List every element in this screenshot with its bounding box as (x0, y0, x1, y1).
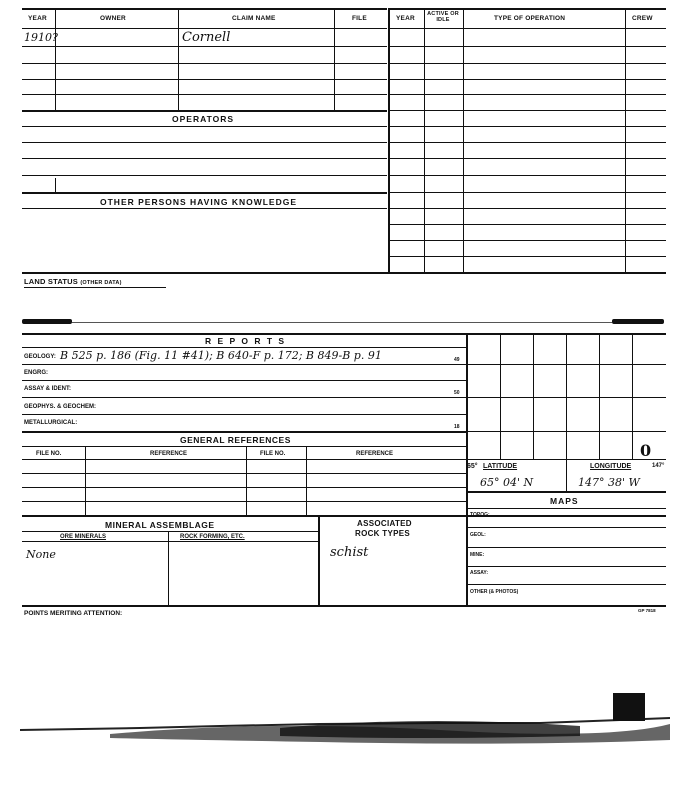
lon-suffix: 147° (652, 463, 665, 469)
maps-heading: MAPS (550, 496, 579, 506)
engrg-label: ENGRG: (24, 370, 48, 376)
land-status-label (24, 277, 122, 286)
scan-mark-left (22, 319, 72, 324)
mineral-assemblage-heading: MINERAL ASSEMBLAGE (105, 520, 215, 530)
form-number: GP 7818 (638, 608, 656, 613)
maps-geol: GEOL: (470, 532, 486, 538)
ops-col-year-header: YEAR (396, 15, 415, 22)
operators-heading: OPERATORS (172, 114, 235, 124)
col-claim-header: CLAIM NAME (232, 15, 276, 22)
latitude-label: LATITUDE (483, 463, 518, 470)
scan-artifact-band (20, 690, 670, 750)
ops-col-active-header: ACTIVE OR IDLE (427, 11, 459, 23)
longitude-value: 147° 38' W (578, 476, 640, 489)
col-owner-header: OWNER (100, 15, 126, 22)
col-file-header: FILE (352, 15, 367, 22)
ref-col-ref1: REFERENCE (150, 451, 188, 457)
ref-col-ref2: REFERENCE (356, 451, 394, 457)
other-persons-heading: OTHER PERSONS HAVING KNOWLEDGE (100, 197, 298, 207)
rock-forming-label: ROCK FORMING, ETC. (180, 534, 245, 540)
lat-prefix: 65° (467, 463, 478, 470)
report-num-50: 50 (454, 390, 460, 396)
land-status-sub: (OTHER DATA) (80, 280, 122, 286)
longitude-label: LONGITUDE (590, 463, 632, 470)
geology-value: B 525 p. 186 (Fig. 11 #41); B 640-F p. 172; B 849-B p. 91 (60, 349, 382, 362)
ore-minerals-value: None (26, 548, 56, 561)
maps-assay: ASSAY: (470, 570, 489, 576)
scan-mark-right (612, 319, 664, 324)
report-num-49: 49 (454, 357, 460, 363)
rock-types-heading: ROCK TYPES (355, 529, 411, 538)
report-num-18: 18 (454, 424, 460, 430)
maps-topog: TOPOG: (470, 512, 490, 518)
points-meriting-attention-label: POINTS MERITING ATTENTION: (24, 610, 123, 617)
associated-rock-value: schist (330, 545, 369, 560)
assay-ident-label: ASSAY & IDENT: (24, 386, 72, 392)
ref-col-file2: FILE NO. (260, 451, 286, 457)
ref-col-file1: FILE NO. (36, 451, 62, 457)
associated-heading: ASSOCIATED (357, 519, 412, 528)
land-status-title: LAND STATUS (24, 277, 79, 286)
row1-year: 1910? (24, 31, 58, 44)
circle-mark: 0 (640, 441, 652, 460)
geophys-label: GEOPHYS. & GEOCHEM: (24, 404, 97, 410)
ore-minerals-label: ORE MINERALS (60, 534, 107, 540)
maps-mine: MINE: (470, 552, 485, 558)
metallurgical-label: METALLURGICAL: (24, 420, 78, 426)
ops-col-crew-header: CREW (632, 15, 653, 22)
ops-col-type-header: TYPE OF OPERATION (494, 15, 566, 22)
geology-label: GEOLOGY: (24, 354, 56, 360)
row1-claim-name: Cornell (182, 30, 231, 45)
scan-mark-block (613, 693, 645, 721)
general-references-heading: GENERAL REFERENCES (180, 435, 291, 445)
latitude-value: 65° 04' N (480, 476, 534, 489)
maps-other: OTHER (& PHOTOS) (470, 589, 519, 595)
col-year-header: YEAR (28, 15, 47, 22)
reports-heading: R E P O R T S (205, 336, 287, 346)
